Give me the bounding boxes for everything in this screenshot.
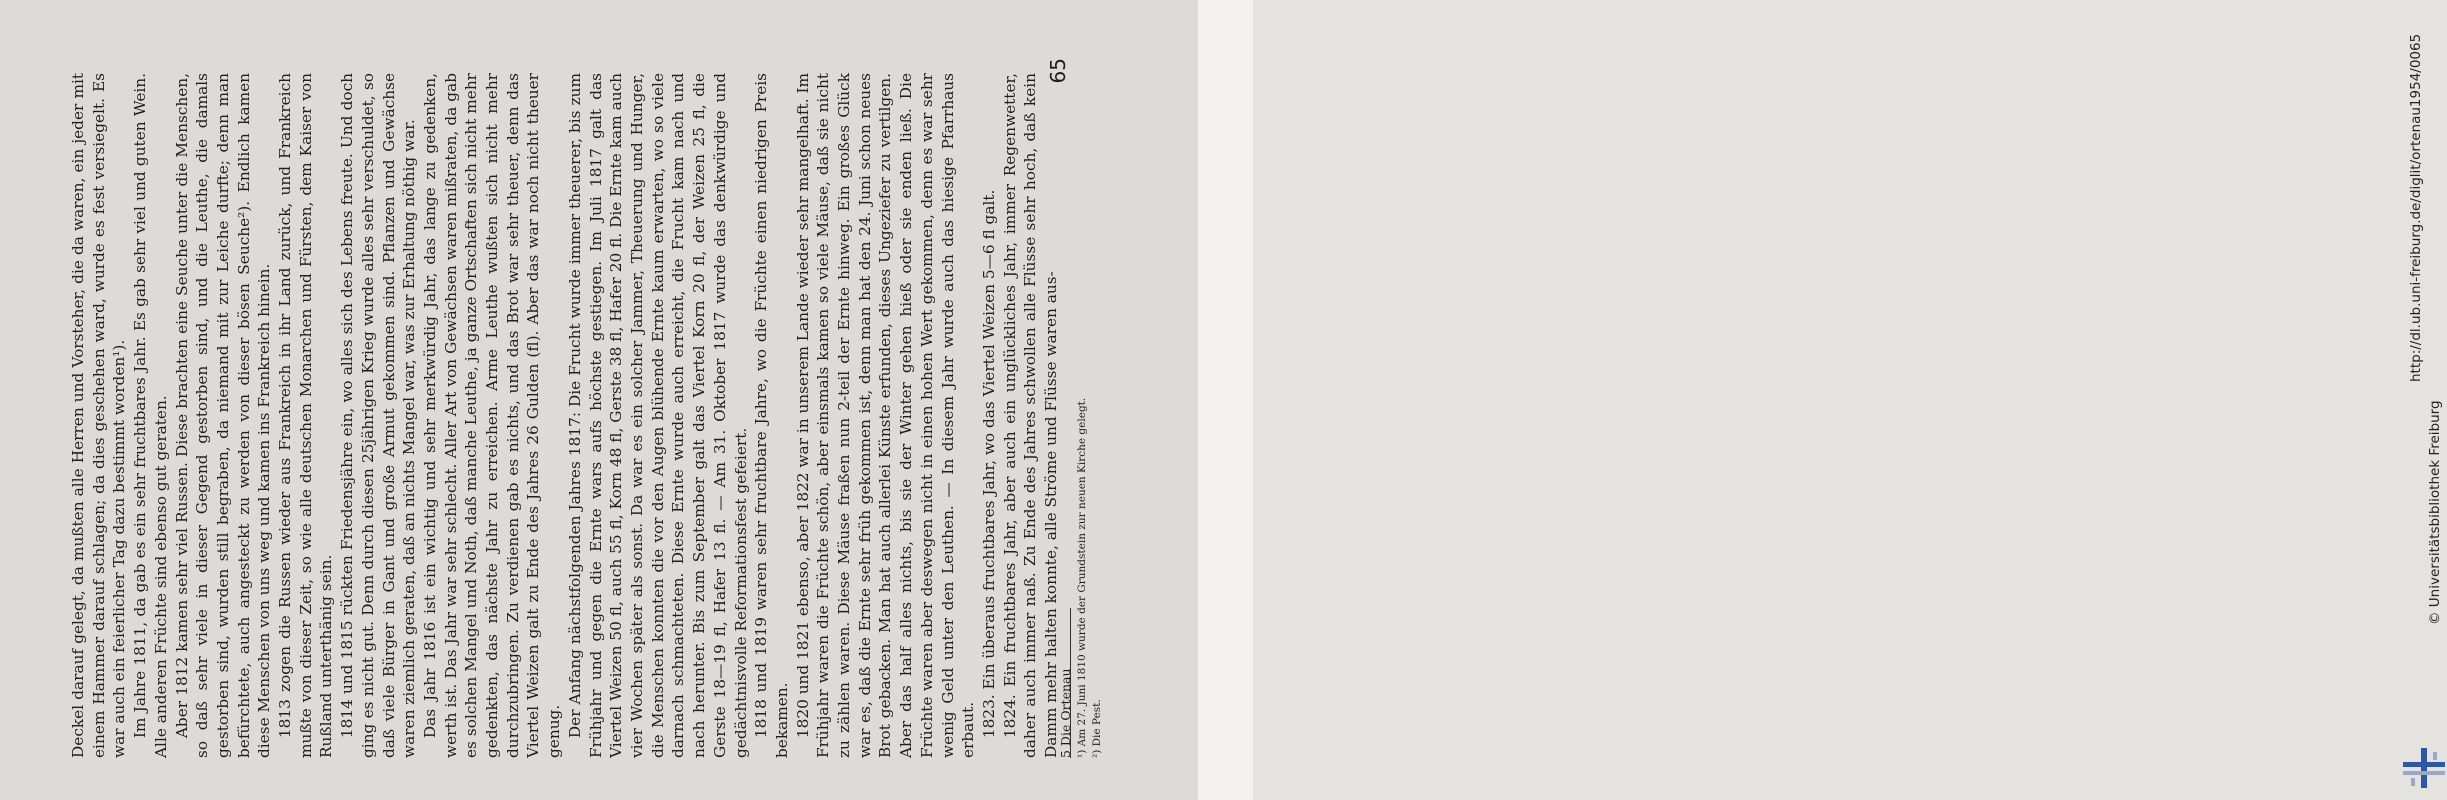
library-sidebar — [1198, 0, 2443, 800]
paragraph: 1823. Ein überaus fruchtbares Jahr, wo das Viertel Weizen 5—6 fl galt. — [979, 189, 998, 739]
ub-freiburg-logo-icon — [2401, 748, 2447, 788]
paragraph: Das Jahr 1816 ist ein wichtig und sehr merkwürdig Jahr, das lange zu gedenken, werth ist. Das Jahr war sehr schlecht. Aller Art von Gewächsen waren mißraten, da gab es solchen Mangel und Noth, daß manche Leuthe, ja ganze Ortschaften sich nicht mehr gedenkten, das nächste Jahr zu erreichen. Arme Leuthe wußten sich nicht mehr durchzubringen. Zu verdienen gab es nichts, und das Brot war sehr theuer, denn das Viertel Weizen galt zu Ende des Jahres 26 Gulden (fl). Aber das war noch nicht theuer genug. — [420, 73, 564, 758]
paragraph: 1818 und 1819 waren sehr fruchtbare Jahre, wo die Früchte einen niedrigen Preis bekamen. — [752, 73, 791, 758]
scanned-page — [0, 0, 1198, 800]
signature-mark: 5 Die Ortenau — [1058, 668, 1073, 758]
footnote: ¹) Am 27. Juni 1810 wurde der Grundstein zur neuen Kirche gelegt. — [1075, 397, 1088, 758]
paragraph: Aber 1812 kamen sehr viel Russen. Diese brachten eine Seuche unter die Menschen, so daß sehr viele in dieser Gegend gestorben sind, und die Leuthe, die damals gestorben sind, wurden still begraben, da niemand mit zur Leiche durfte; denn man befürchtete, auch angesteckt zu werden von dieser bösen Seuche²). Endlich kamen diese Menschen von uns weg und kamen ins Frankreich hinein. — [172, 73, 274, 758]
permalink-url[interactable]: http://dl.ub.uni-freiburg.de/diglit/ortenau1954/0065 — [2408, 33, 2424, 382]
copyright-note: © Universitätsbibliothek Freiburg — [2427, 400, 2443, 625]
paragraph: Deckel darauf gelegt, da mußten alle Herren und Vorsteher, die da waren, ein jeder mit einem Hammer darauf schlagen; da dies geschehen ward, wurde es fest versiegelt. Es war auch ein feierlicher Tag dazu bestimmt worden¹). — [69, 73, 129, 758]
paragraph: 1820 und 1821 ebenso, aber 1822 war in unserem Lande wieder sehr mangelhaft. Im Frühjahr waren die Früchte schön, aber einsmals kamen so viele Mäuse, daß sie nicht zu zählen waren. Diese Mäuse fraßen nun 2-teil der Ernte hinweg. Ein großes Glück war es, daß die Ernte sehr früh gekommen ist, denn man hat den 24. Juni schon neues Brot gebacken. Man hat auch allerlei Künste erfunden, dieses Ungeziefer zu vertilgen. Aber das half alles nichts, bis sie der Winter gehen hieß oder sie enden ließ. Die Früchte waren aber deswegen nicht in einen hohen Wert gekommen, denn es war sehr wenig Geld unter den Leuthen. — In diesem Jahr wurde auch das hiesige Pfarrhaus erbaut. — [793, 73, 978, 758]
paragraph: 1814 und 1815 rückten Friedensjähre ein, wo alles sich des Lebens freute. Und doch ging es nicht gut. Denn durch diesen 25jährigen Krieg wurde alles sehr verschuldet, so daß viele Bürger in Gant und große Armut gekommen sind. Pflanzen und Gewächse waren ziemlich geraten, daß an nichts Mangel war, was zur Erhaltung nöthig war. — [338, 73, 419, 758]
page-footer — [1046, 58, 1088, 758]
paragraph: 1813 zogen die Russen wieder aus Frankreich in ihr Land zurück, und Frankreich mußte von dieser Zeit, so wie alle deutschen Monarchen und Fürsten, dem Kaiser von Rußland unterthänig sein. — [276, 73, 336, 758]
rotated-text-block — [50, 0, 1120, 800]
paragraph: 1824. Ein fruchtbares Jahr, aber auch ein unglückliches Jahr, immer Regenwetter, daher auch immer naß. Zu Ende des Jahres schwollen alle Flüsse sehr hoch, daß kein Damm mehr halten konnte, alle Ströme und Flüsse waren aus- — [1000, 73, 1061, 758]
page-content — [68, 73, 1105, 758]
footnote: ²) Die Pest. — [1090, 699, 1103, 758]
paragraph: Im Jahre 1811, da gab es ein sehr fruchtbares Jahr. Es gab sehr viel und guten Wein. Alle anderen Früchte sind ebenso gut geraten. — [131, 73, 170, 758]
page-number: 65 — [1046, 58, 1070, 84]
paragraph: Der Anfang nächstfolgenden Jahres 1817: Die Frucht wurde immer theuerer, bis zum Frühjahr und gegen die Ernte wars aufs höchste gestiegen. Im Juli 1817 galt das Viertel Weizen 50 fl, auch 55 fl, Korn 48 fl, Gerste 38 fl, Hafer 20 fl. Die Ernte kam auch vier Wochen später als sonst. Da war es ein solcher Jammer, Theuerung und Hunger, die Menschen konnten die vor den Augen blühende Ernte kaum erwarten, wo so viele darnach schmachteten. Diese Ernte wurde auch erreicht, die Frucht kam nach und nach herunter. Bis zum September galt das Viertel Korn 20 fl, der Weizen 25 fl, die Gerste 18—19 fl, Hafer 13 fl. — Am 31. Oktober 1817 wurde das denkwürdige und gedächtnisvolle Reformationsfest gefeiert. — [565, 73, 750, 758]
